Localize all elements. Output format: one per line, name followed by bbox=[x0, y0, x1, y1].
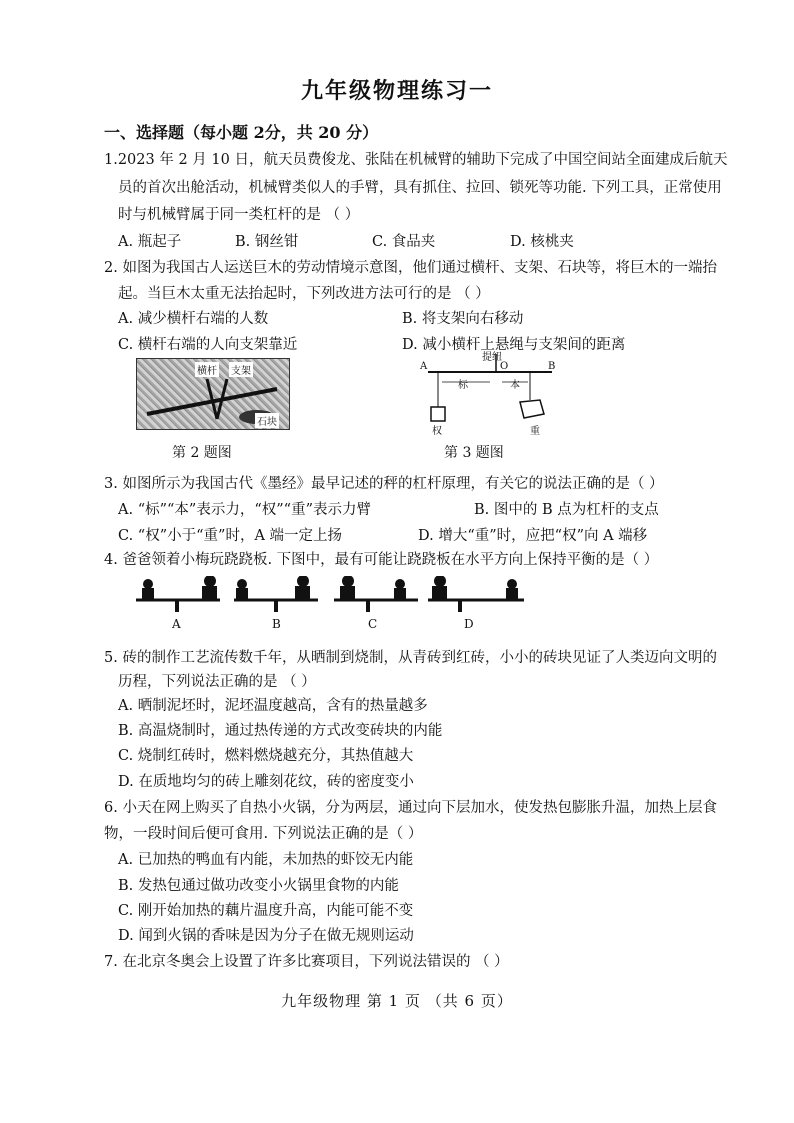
q2-option-d: D. 减小横杆上悬绳与支架间的距离 bbox=[402, 337, 626, 353]
figure-2-illustration bbox=[136, 358, 290, 430]
q6-line-2: 物，一段时间后便可食用. 下列说法正确的是（ ） bbox=[104, 826, 423, 842]
q6-option-c: C. 刚开始加热的藕片温度升高，内能可能不变 bbox=[118, 903, 414, 919]
q3-option-c: C. “权”小于“重”时，A 端一定上扬 bbox=[118, 528, 343, 544]
figure-3-label-o: O bbox=[500, 361, 509, 372]
figure-3-label-ben: 本 bbox=[510, 380, 520, 391]
figure-3-label-quan: 权 bbox=[432, 426, 442, 437]
figure-3-label-b: B bbox=[548, 361, 556, 372]
q2-line-2: 起。当巨木太重无法抬起时，下列改进方法可行的是 （ ） bbox=[118, 286, 490, 302]
q2-option-b: B. 将支架向右移动 bbox=[402, 311, 524, 327]
seesaw-d-figure bbox=[428, 576, 524, 612]
seesaw-label-b: B bbox=[272, 617, 281, 631]
figure-2-label-lever: 横杆 bbox=[195, 362, 219, 377]
figure-3-diagram bbox=[420, 352, 560, 437]
q5-line-2: 历程，下列说法正确的是 （ ） bbox=[118, 674, 316, 690]
q1-option-c: C. 食品夹 bbox=[372, 234, 436, 250]
q5-option-b: B. 高温烧制时，通过热传递的方式改变砖块的内能 bbox=[118, 723, 443, 739]
q7-line-1: 7. 在北京冬奥会上设置了许多比赛项目，下列说法错误的 （ ） bbox=[104, 954, 509, 970]
q1-line-1: 1.2023 年 2 月 10 日，航天员费俊龙、张陆在机械臂的辅助下完成了中国空间站全面建成后航天 bbox=[104, 152, 728, 168]
q3-option-a: A. “标”“本”表示力，“权”“重”表示力臂 bbox=[118, 502, 371, 518]
q5-line-1: 5. 砖的制作工艺流传数千年，从晒制到烧制，从青砖到红砖，小小的砖块见证了人类迈向文明的 bbox=[104, 650, 717, 666]
q3-line-1: 3. 如图所示为我国古代《墨经》最早记述的秤的杠杆原理，有关它的说法正确的是（ ） bbox=[104, 476, 664, 492]
figure-3-label-tinuu: 提纽 bbox=[482, 352, 502, 363]
q6-option-b: B. 发热包通过做功改变小火锅里食物的内能 bbox=[118, 878, 399, 894]
q2-line-1: 2. 如图为我国古人运送巨木的劳动情境示意图，他们通过横杆、支架、石块等，将巨木的一端抬 bbox=[104, 260, 717, 276]
q1-option-a: A. 瓶起子 bbox=[118, 234, 182, 250]
figure-3-label-a: A bbox=[420, 361, 428, 372]
q5-option-d: D. 在质地均匀的砖上雕刻花纹，砖的密度变小 bbox=[118, 774, 414, 790]
seesaw-label-d: D bbox=[464, 617, 474, 631]
q3-option-b: B. 图中的 B 点为杠杆的支点 bbox=[474, 502, 659, 518]
figure-2-label-support: 支架 bbox=[229, 362, 253, 377]
page-title: 九年级物理练习一 bbox=[300, 78, 493, 104]
page-footer: 九年级物理 第 1 页 （共 6 页） bbox=[281, 992, 513, 1010]
figure-3-label-biao: 标 bbox=[458, 380, 468, 391]
q1-line-3: 时与机械臂属于同一类杠杆的是 （ ） bbox=[118, 207, 360, 223]
q3-option-d: D. 增大“重”时，应把“权”向 A 端移 bbox=[418, 528, 648, 544]
seesaw-a-figure bbox=[136, 576, 220, 612]
q5-option-c: C. 烧制红砖时，燃料燃烧越充分，其热值越大 bbox=[118, 748, 414, 764]
q4-seesaw-figures bbox=[128, 576, 528, 620]
q2-option-c: C. 横杆右端的人向支架靠近 bbox=[118, 337, 298, 353]
figure-2-label-stone: 石块 bbox=[255, 413, 279, 428]
seesaw-label-c: C bbox=[368, 617, 378, 631]
seesaw-b-figure bbox=[234, 576, 318, 612]
q2-option-a: A. 减少横杆右端的人数 bbox=[118, 311, 269, 327]
q6-option-d: D. 闻到火锅的香味是因为分子在做无规则运动 bbox=[118, 928, 414, 944]
figure-3-caption: 第 3 题图 bbox=[444, 445, 504, 461]
figure-2-caption: 第 2 题图 bbox=[172, 445, 232, 461]
q5-option-a: A. 晒制泥坯时，泥坯温度越高，含有的热量越多 bbox=[118, 698, 428, 714]
seesaw-c-figure bbox=[334, 576, 418, 612]
q4-line-1: 4. 爸爸领着小梅玩跷跷板. 下图中，最有可能让跷跷板在水平方向上保持平衡的是（ ） bbox=[104, 552, 659, 568]
q1-option-d: D. 核桃夹 bbox=[510, 234, 574, 250]
figure-3-label-zhong: 重 bbox=[530, 426, 540, 437]
seesaw-label-a: A bbox=[172, 617, 181, 631]
q1-option-b: B. 钢丝钳 bbox=[235, 234, 299, 250]
q1-line-2: 员的首次出舱活动，机械臂类似人的手臂，具有抓住、拉回、锁死等功能. 下列工具，正常使用 bbox=[118, 180, 722, 196]
q6-option-a: A. 已加热的鸭血有内能，未加热的虾饺无内能 bbox=[118, 852, 414, 868]
section-heading: 一、选择题（每小题 2分，共 20 分） bbox=[104, 123, 379, 142]
q6-line-1: 6. 小天在网上购买了自热小火锅，分为两层，通过向下层加水，使发热包膨胀升温，加热上层食 bbox=[104, 800, 717, 816]
